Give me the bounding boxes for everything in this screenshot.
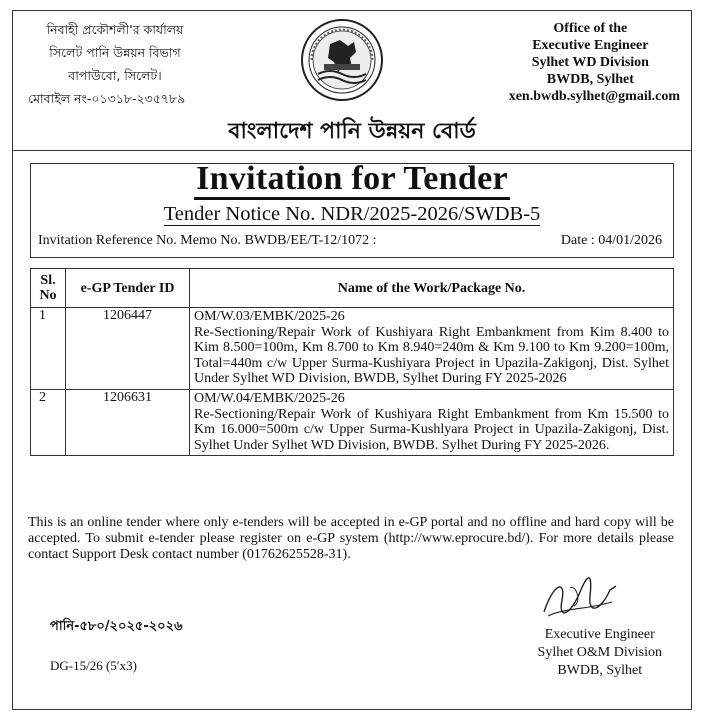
cell-sl: 1: [31, 308, 66, 390]
col-header-tender-id: e-GP Tender ID: [66, 269, 190, 308]
signer-office: BWDB, Sylhet: [557, 663, 643, 678]
tender-table: [30, 268, 674, 456]
package-number: OM/W.04/EMBK/2025-26: [194, 390, 345, 406]
cell-work: [190, 308, 674, 390]
office-line-3: বাপাউবো, সিলেট।: [68, 68, 162, 83]
office-email: xen.bwdb.sylhet@gmail.com: [508, 89, 680, 104]
tender-number-text: Tender Notice No. NDR/2025-2026/SWDB-5: [163, 203, 541, 225]
office-info-english: [508, 20, 680, 105]
office-en-line-4: BWDB, Sylhet: [546, 72, 634, 87]
table-header-row: [31, 269, 674, 308]
header-divider: [12, 150, 692, 151]
col-header-work: Name of the Work/Package No.: [190, 269, 674, 308]
cell-tender-id: 1206447: [66, 308, 190, 390]
signer-title: Executive Engineer: [544, 627, 655, 642]
dg-number: DG-15/26 (5ʹx3): [50, 658, 137, 673]
online-tender-notice: This is an online tender where only e-tenders will be accepted in e-GP portal and no offline and hard copy will be accepted. To submit e-tender please register on e-GP system (http://www.eprocure.bd/). For more details please contact Support Desk contact number (01762625528-31).: [28, 515, 674, 562]
board-title: বাংলাদেশ পানি উন্নয়ন বোর্ড: [228, 119, 476, 144]
notice-title: [0, 160, 704, 198]
invitation-reference: Invitation Reference No. Memo No. BWDB/EE/T-12/1072 :: [38, 233, 377, 248]
work-description: Re-Sectioning/Repair Work of Kushiyara Right Embankment from Km 15.500 to Km 16.000=500m c/w Upper Surma-Kushlyara Project in Upazila-Zakigonj, Dist. Sylhet Under Sylhet WD Division, BWDB. Sylhet During FY 2025-2026.: [194, 406, 669, 453]
office-en-line-2: Executive Engineer: [532, 38, 649, 53]
signer-block: [538, 626, 662, 680]
office-en-line-1: Office of the: [553, 21, 628, 36]
cell-sl: 2: [31, 389, 66, 455]
bwdb-seal-icon: [300, 18, 384, 102]
notice-title-text: Invitation for Tender: [194, 160, 510, 200]
tender-number: [0, 203, 704, 226]
table-row: [31, 389, 674, 455]
office-line-1: নিবাহী প্রকৌশলী'র কার্যালয়: [46, 22, 184, 37]
office-info-bangla: [20, 18, 210, 110]
office-en-line-3: Sylhet WD Division: [531, 55, 649, 70]
signature-icon: [540, 572, 620, 622]
notice-date: Date : 04/01/2026: [560, 233, 662, 248]
work-description: Re-Sectioning/Repair Work of Kushiyara Right Embankment from Kim 8.400 to Kim 8.500=100m, Km 8.700 to Km 8.940=240m & Km 9.100 to Km 9.200=100m, Total=440m c/w Upper Surma-Kushiyara Project in Upazila-Zakigonj, Dist. Sylhet Under Sylhet WD Division, BWDB, Sylhet During FY 2025-2026: [194, 324, 669, 387]
cell-tender-id: 1206631: [66, 389, 190, 455]
memo-number: পানি-৫৮০/২০২৫-২০২৬: [50, 619, 183, 634]
signer-division: Sylhet O&M Division: [537, 645, 662, 660]
office-line-2: সিলেট পানি উন্নয়ন বিভাগ: [49, 45, 181, 60]
office-mobile: মোবাইল নং-০১৩১৮-২৩৫৭৮৯: [28, 91, 186, 106]
package-number: OM/W.03/EMBK/2025-26: [194, 309, 345, 324]
table-row: [31, 308, 674, 390]
cell-work: [190, 389, 674, 455]
col-header-sl: Sl. No: [31, 269, 66, 308]
